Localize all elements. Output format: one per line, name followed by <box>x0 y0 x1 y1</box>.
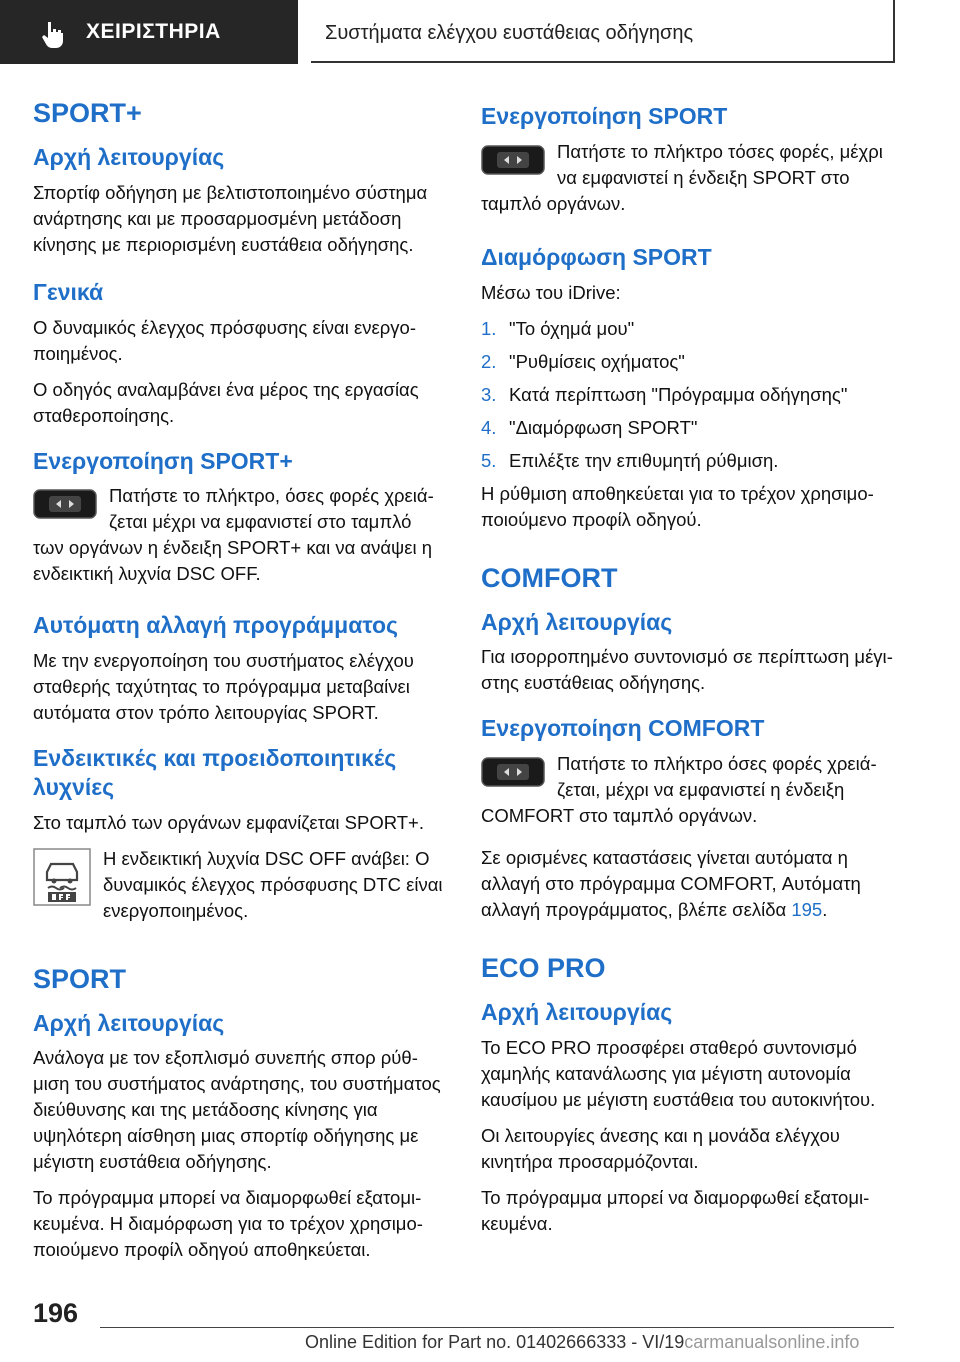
page-number: 196 <box>33 1298 79 1328</box>
general-heading: Γενικά <box>33 278 104 305</box>
mode-button-icon <box>33 489 97 519</box>
activate-comfort-block <box>481 751 901 803</box>
page-header <box>0 0 960 66</box>
list-item: 2. "Ρυθμίσεις οχήματος" <box>481 350 685 372</box>
page-link[interactable]: 195 <box>791 899 823 920</box>
activate-comfort-text-cont: COMFORT στο ταμπλό οργάνων. <box>481 805 758 826</box>
eco-text-3: Το πρόγραμμα μπορεί να διαμορφωθεί εξατομικευμένα. <box>481 1186 870 1234</box>
comfort-heading: COMFORT <box>481 562 618 593</box>
config-sport-heading: Διαμόρφωση SPORT <box>481 243 712 270</box>
section-tab-label: ΧΕΙΡΙΣΤΗΡΙΑ <box>86 20 221 43</box>
dsc-off-block <box>33 846 448 924</box>
auto-change-heading: Αυτόματη αλλαγή προγράμματος <box>33 612 399 639</box>
left-column <box>33 90 448 1273</box>
activate-sport-heading: Ενεργοποίηση SPORT <box>481 103 728 129</box>
config-steps-list <box>481 316 901 474</box>
lamps-text: Στο ταμπλό των οργάνων εμφανίζεται SPORT+. <box>33 811 425 833</box>
right-column <box>481 90 901 1247</box>
list-item: 1. "Το όχημά μου" <box>481 317 635 339</box>
general-text-1: Ο δυναμικός έλεγχος πρόσφυσης είναι ενεργοποιημένος. <box>33 316 416 364</box>
sport-principle-text-1: Ανάλογα με τον εξοπλισμό συνεπής σπορ ρύθμιση του συστήματος ανάρτησης, του συστήματος διεύθυνσης και της μετάδοσης κίνησης για υψηλότερη αίσθηση μιας σπορτίφ οδήγησης με μέγιστη ευστάθεια οδήγησης. <box>33 1047 441 1173</box>
list-item: 3. Κατά περίπτωση "Πρόγραμμα οδήγησης" <box>481 383 848 405</box>
footer-edition: Online Edition for Part no. 01402666333 - VI/19carmanualsonline.info <box>305 1332 860 1352</box>
comfort-principle-text: Για ισορροπημένο συντονισμό σε περίπτωση μέγιστης ευστάθειας οδήγησης. <box>481 646 893 694</box>
activate-sport-text: Πατήστε το πλήκτρο τόσες φορές, μέχρι να εμφανιστεί η ένδειξη SPORT στο <box>557 140 883 188</box>
sport-heading: SPORT <box>33 963 127 994</box>
activate-comfort-text: Πατήστε το πλήκτρο όσες φορές χρειάζεται, μέχρι να εμφανιστεί η ένδειξη <box>557 753 877 800</box>
eco-text-2: Οι λειτουργίες άνεσης και η μονάδα ελέγχου κινητήρα προσαρμόζονται. <box>481 1124 840 1172</box>
hand-pointer-icon <box>40 20 66 48</box>
mode-button-icon <box>481 757 545 787</box>
footer-divider <box>100 1327 894 1328</box>
auto-change-text: Με την ενεργοποίηση του συστήματος ελέγχου σταθερής ταχύτητας το πρόγραμμα μεταβαίνει αυτόματα στον τρόπο λειτουργίας SPORT. <box>33 650 414 723</box>
config-outro: Η ρύθμιση αποθηκεύεται για το τρέχον χρησιμοποιούμενο προφίλ οδηγού. <box>481 482 874 530</box>
mode-button-icon <box>481 145 545 175</box>
principle-heading: Αρχή λειτουργίας <box>33 144 225 170</box>
list-item: 4. "Διαμόρφωση SPORT" <box>481 416 698 438</box>
sport-principle-heading: Αρχή λειτουργίας <box>33 1009 225 1036</box>
lamps-heading: Ενδεικτικές και προειδοποιητικές λυχνίες <box>33 745 397 800</box>
chapter-tab[interactable] <box>311 0 895 63</box>
activate-sport-block <box>481 139 901 191</box>
general-text-2: Ο οδηγός αναλαμβάνει ένα μέρος της εργασίας σταθεροποίησης. <box>33 378 419 426</box>
activate-sport-plus-text: Πατήστε το πλήκτρο, όσες φορές χρειάζεται μέχρι να εμφανιστεί στο ταμπλό <box>109 485 434 533</box>
activate-sport-plus-block <box>33 483 448 535</box>
sport-principle-text-2: Το πρόγραμμα μπορεί να διαμορφωθεί εξατομικευμένα. Η διαμόρφωση για το τρέχον χρησιμοποιούμενο προφίλ οδηγού αποθηκεύεται. <box>33 1187 423 1261</box>
activate-sport-plus-text-cont: των οργάνων η ένδειξη SPORT+ και να ανάψει η ενδεικτική λυχνία DSC OFF. <box>33 537 433 585</box>
activate-comfort-heading: Ενεργοποίηση COMFORT <box>481 715 765 742</box>
dsc-off-text: Η ενδεικτική λυχνία DSC OFF ανάβει: Ο δυναμικός έλεγχος πρόσφυσης DTC είναι ενεργοποιημένος. <box>103 847 443 921</box>
section-tab[interactable] <box>0 0 298 64</box>
chapter-tab-label: Συστήματα ελέγχου ευστάθειας οδήγησης <box>325 22 694 44</box>
dsc-off-lamp-icon <box>33 848 91 906</box>
eco-principle-heading: Αρχή λειτουργίας <box>481 999 673 1025</box>
watermark: carmanualsonline.info <box>684 1332 860 1352</box>
sport-plus-heading: SPORT+ <box>33 98 142 128</box>
eco-text-1: Το ECO PRO προσφέρει σταθερό συντονισμό χαμηλής κατανάλωσης για μέγιστη αυτονομία καυσίμου με μέγιστη ευστάθεια του αυτοκινήτου. <box>481 1036 876 1110</box>
activate-sport-plus-heading: Ενεργοποίηση SPORT+ <box>33 447 293 474</box>
config-intro: Μέσω του iDrive: <box>481 281 621 303</box>
comfort-note: Σε ορισμένες καταστάσεις γίνεται αυτόματα η αλλαγή στο πρόγραμμα COMFORT, Αυτόματη αλλαγή προγράμματος, βλέπε σελίδα 195. <box>481 847 861 920</box>
list-item: 5. Επιλέξτε την επιθυμητή ρύθμιση. <box>481 449 779 471</box>
principle-text: Σπορτίφ οδήγηση με βελτιστοποιημένο σύστημα ανάρτησης και με προσαρμοσμένη μετάδοση κίνησης με περιορισμένη ευστάθεια οδήγησης. <box>33 181 428 255</box>
eco-pro-heading: ECO PRO <box>481 953 606 983</box>
activate-sport-text-cont: ταμπλό οργάνων. <box>481 192 626 214</box>
comfort-principle-heading: Αρχή λειτουργίας <box>481 608 673 635</box>
